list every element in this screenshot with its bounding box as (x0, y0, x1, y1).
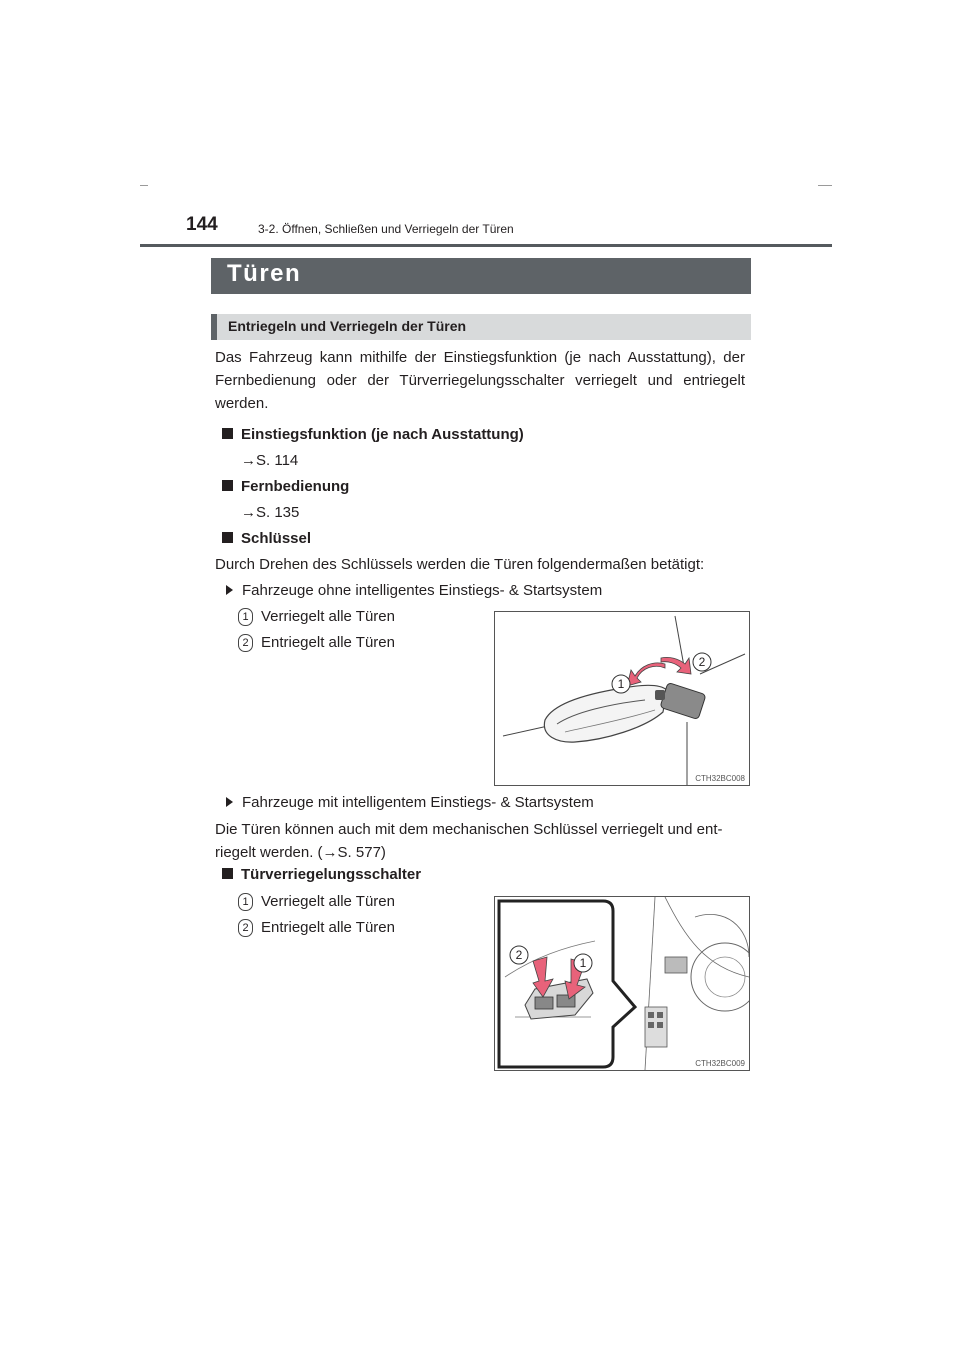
item-lock-1: 1 Verriegelt alle Türen (238, 608, 395, 626)
subtitle-bar (211, 314, 751, 340)
mechanical-key-line-2: riegelt werden. (→S. 577) (215, 844, 386, 861)
number-badge: 2 (238, 634, 253, 652)
key-description: Durch Drehen des Schlüssels werden die Türen folgendermaßen betätigt: (215, 556, 705, 573)
header-rule (140, 244, 832, 247)
item-unlock-1: 2 Entriegelt alle Türen (238, 634, 395, 652)
figure-lock-switch (494, 896, 750, 1071)
figure-callout-1: 1 (617, 677, 625, 691)
link-page-114[interactable]: →S. 114 (241, 452, 299, 469)
square-bullet-icon (222, 532, 233, 543)
link-page-135[interactable]: →S. 135 (241, 504, 300, 521)
triangle-bullet-icon (226, 797, 233, 807)
lock-switch-illustration (495, 897, 749, 1070)
square-bullet-icon (222, 480, 233, 491)
item-unlock-2: 2 Entriegelt alle Türen (238, 919, 395, 937)
square-bullet-icon (222, 428, 233, 439)
heading-remote: Fernbedienung (222, 478, 349, 495)
figure-callout-1: 1 (579, 956, 587, 970)
number-badge: 1 (238, 893, 253, 911)
mechanical-key-line-1: Die Türen können auch mit dem mechanischen Schlüssel verriegelt und ent- (215, 821, 723, 838)
triangle-bullet-icon (226, 585, 233, 595)
crop-mark-left (140, 185, 148, 186)
intro-paragraph: Das Fahrzeug kann mithilfe der Einstiegsfunktion (je nach Ausstattung), der Fernbedienung oder der Türverriegelungsschalter verriegelt und entriegelt werden. (215, 349, 745, 412)
number-badge: 1 (238, 608, 253, 626)
page-number: 144 (186, 214, 218, 235)
heading-key: Schlüssel (222, 530, 311, 547)
figure-code: CTH32BC009 (695, 1059, 745, 1068)
item-lock-2: 1 Verriegelt alle Türen (238, 893, 395, 911)
bullet-without-smart-entry: Fahrzeuge ohne intelligentes Einstiegs- & Startsystem (226, 582, 602, 599)
page-title-bar (211, 258, 751, 294)
number-badge: 2 (238, 919, 253, 937)
figure-callout-2: 2 (698, 655, 706, 669)
subtitle: Entriegeln und Verriegeln der Türen (228, 318, 467, 334)
bullet-with-smart-entry: Fahrzeuge mit intelligentem Einstiegs- & Startsystem (226, 794, 594, 811)
figure-code: CTH32BC008 (695, 774, 745, 783)
page-title: Türen (227, 260, 302, 287)
heading-entry-function: Einstiegsfunktion (je nach Ausstattung) (222, 426, 524, 443)
section-reference: 3-2. Öffnen, Schließen und Verriegeln der Türen (258, 222, 514, 236)
figure-key-door (494, 611, 750, 786)
square-bullet-icon (222, 868, 233, 879)
crop-mark-right (818, 185, 832, 186)
key-door-illustration (495, 612, 749, 785)
heading-lock-switch: Türverriegelungsschalter (222, 866, 421, 883)
figure-callout-2: 2 (515, 948, 523, 962)
